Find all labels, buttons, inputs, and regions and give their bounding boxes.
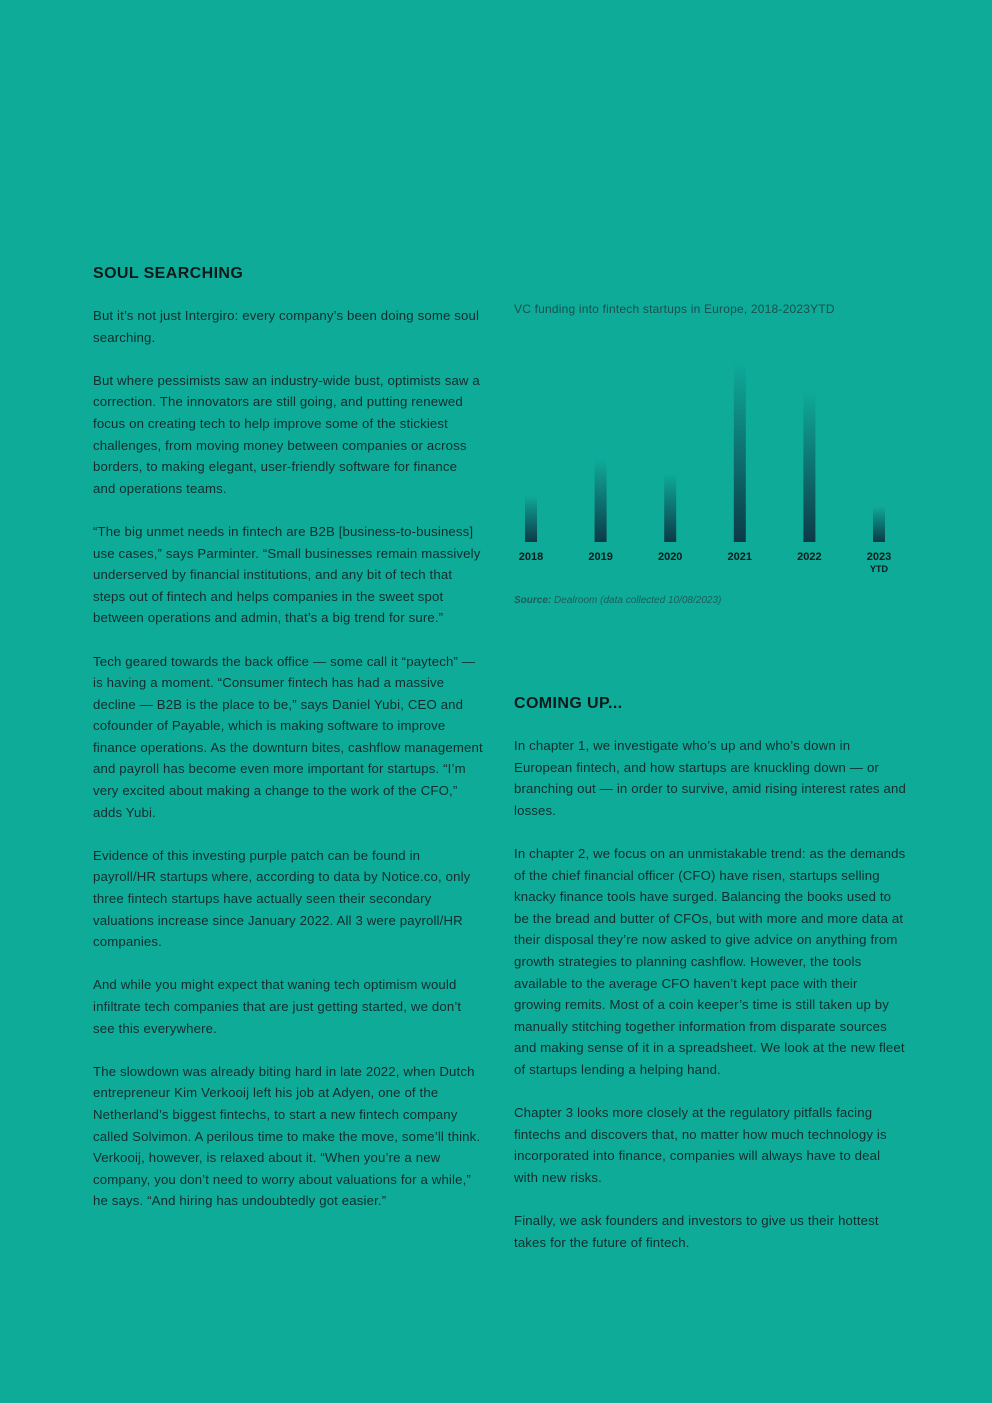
tick-label-2020: 2020: [657, 551, 683, 563]
paragraph: Chapter 3 looks more closely at the regulatory pitfalls facing fintechs and discovers that, no matter how much technology is incorporated into finance, companies will always have to deal with new risks.: [514, 1105, 887, 1185]
paragraph: “The big unmet needs in fintech are B2B [business-to-business] use cases,” says Parminter. “Small businesses remain massively underserved by financial institutions, and any bit of tech that steps out of fintech and helps companies in the sweet spot between operations and admin, that’s a big trend for sure.”: [93, 523, 481, 626]
bar-2021: [734, 362, 746, 542]
tick-label-2021: 2021: [727, 551, 753, 563]
soul-searching-body: [93, 305, 483, 1212]
paragraph: The slowdown was already biting hard in late 2022, when Dutch entrepreneur Kim Verkooij left his job at Adyen, one of the Netherland’s biggest fintechs, to start a new fintech company called Solvimon. A perilous time to make the move, some’ll think. Verkooij, however, is relaxed about it. “When you’re a new company, you don’t need to worry about valuations for a while,” he says. “And hiring has undoubtedly got easier.”: [93, 1063, 481, 1209]
chart-section: [514, 262, 906, 622]
bar-2020: [664, 474, 676, 542]
tick-label-2023: 2023: [866, 551, 892, 563]
chart-subtitle: VC funding into fintech startups in Europe, 2018-2023YTD: [514, 302, 835, 316]
coming-up-section: [514, 692, 906, 1275]
soul-searching-section: [93, 262, 483, 1234]
paragraph: Finally, we ask founders and investors to give us their hottest takes for the future of fintech.: [514, 1213, 879, 1250]
bar-chart: [514, 352, 906, 582]
paragraph: In chapter 2, we focus on an unmistakable trend: as the demands of the chief financial officer (CFO) have risen, startups selling knacky finance tools have surged. Balancing the books used to be the bread and butter of CFOs, but with more and more data at their disposal they’re now asked to give advice on anything from growth strategies to planning cashflow. However, the tools available to the average CFO haven’t kept pace with their growing remits. Most of a coin keeper’s time is still taken up by manually stitching together information from disparate sources and making sense of it in a spreadsheet. We look at the new fleet of startups lending a helping hand.: [514, 845, 906, 1077]
paragraph: In chapter 1, we investigate who’s up and who’s down in European fintech, and how startups are knuckling down — or branching out — in order to survive, amid rising interest rates and losses.: [514, 738, 906, 818]
tick-label-2022: 2022: [797, 551, 822, 563]
coming-up-body: [514, 735, 906, 1253]
tick-sublabel-2023: YTD: [870, 564, 888, 574]
tick-label-2018: 2018: [518, 551, 544, 563]
paragraph: But where pessimists saw an industry-wide bust, optimists saw a correction. The innovators are still going, and putting renewed focus on creating tech to help improve some of the stickiest challenges, from moving money between companies or across borders, to making elegant, user-friendly software for finance and operations teams.: [93, 372, 480, 496]
bar-2018: [525, 495, 537, 542]
paragraph: Evidence of this investing purple patch can be found in payroll/HR startups where, according to data by Notice.co, only three fintech startups have actually seen their secondary valuations increase since January 2022. All 3 were payroll/HR companies.: [93, 847, 471, 950]
chart-source: [514, 595, 721, 606]
section-heading-soul-searching: SOUL SEARCHING: [93, 265, 244, 282]
tick-label-2019: 2019: [588, 551, 613, 563]
bar-2019: [595, 459, 607, 542]
paragraph: Tech geared towards the back office — some call it “paytech” — is having a moment. “Consumer fintech has had a massive decline — B2B is the place to be,” says Daniel Yubi, CEO and cofounder of Payable, which is making software to improve finance operations. As the downturn bites, cashflow management and payroll has become even more important for startups. “I’m very excited about making a change to the work of the CFO,” adds Yubi.: [93, 653, 483, 820]
chart-source-label: Source:: [514, 595, 552, 606]
chart-source-text: Dealroom (data collected 10/08/2023): [554, 595, 722, 606]
section-heading-coming-up: COMING UP...: [514, 695, 623, 712]
bar-2022: [803, 391, 815, 542]
paragraph: But it’s not just Intergiro: every company’s been doing some soul searching.: [93, 308, 480, 345]
paragraph: And while you might expect that waning tech optimism would infiltrate tech companies that are just getting started, we don’t see this everywhere.: [93, 977, 462, 1036]
bar-2023: [873, 506, 885, 542]
funding-chart: [514, 262, 906, 622]
